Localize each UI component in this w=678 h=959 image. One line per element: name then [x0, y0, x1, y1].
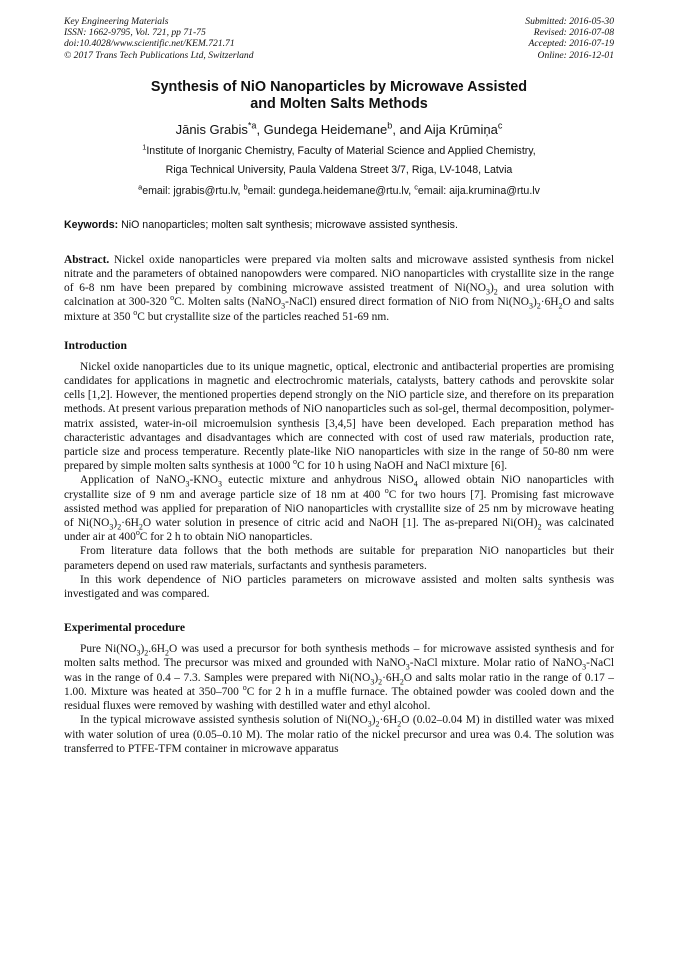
paragraph-text: Pure Ni(NO — [80, 643, 137, 656]
subscript: 3 — [109, 522, 114, 532]
author-emails — [64, 184, 614, 198]
abstract-label: Abstract. — [64, 253, 110, 266]
subscript: 2 — [378, 676, 383, 686]
paragraph-text: Nickel oxide nanoparticles due to its unique magnetic, optical, electronic and antibacterial properties are promising candidates for applications in magnetic and electrochromic materials, catalysts, battery cathods and perovskite solar cells [1,2]. However, the mentioned properties depend strongly on the NiO particle size, and therefore on its preparation methods. At present various preparation methods of NiO nanoparticles such as sol-gel, thermal decomposition, polymer-matrix assisted, water-in-oil microemulsion synthesis [3,4,5] have been developed. Each preparation method has characteristic advantages and disadvantages which are connected with cost of used raw materials, production rate, particle size and process temperature. Recently plate-like NiO nanoparticles with size in the range of 50-80 nm were prepared by simple molten salts synthesis at 1000 — [64, 360, 614, 473]
subscript: 2 — [493, 287, 498, 297]
subscript: 2 — [558, 301, 563, 311]
paragraph-text: -NaCl mixture. Molar ratio of NaNO — [409, 657, 583, 670]
experimental-paragraph-1 — [64, 642, 614, 713]
publication-dates — [525, 16, 614, 61]
subscript: 4 — [413, 479, 418, 489]
subscript: 2 — [399, 676, 404, 686]
paragraph-text: .6H — [148, 643, 166, 656]
abstract-text: -NaCl) ensured direct formation of NiO from Ni(NO — [285, 296, 530, 309]
author-3: , and Aija Krūmiņa — [392, 121, 498, 137]
email-b[interactable]: email: gundega.heidemane@rtu.lv, — [247, 184, 415, 197]
title-line-2: and Molten Salts Methods — [250, 95, 428, 112]
subscript: 3 — [582, 662, 587, 672]
subscript: 2 — [397, 719, 402, 729]
degree-mark: o — [135, 528, 140, 538]
paragraph-text: eutectic mixture and anhydrous NiSO — [221, 474, 414, 487]
intro-paragraph-4: In this work dependence of NiO particles parameters on microwave assisted and molten salts synthesis was investigated and was compared. — [64, 573, 614, 601]
subscript: 2 — [375, 719, 380, 729]
paragraph-text: C for 10 h using NaOH and NaCl mixture [6]. — [297, 460, 508, 473]
paragraph-text: ·6H — [382, 671, 400, 684]
paragraph-text: Application of NaNO — [80, 474, 186, 487]
paragraph-text: ) — [371, 714, 376, 727]
paragraph-text: O (0.02–0.04 M) in distilled water was mixed with water solution of urea (0.05–0.10 M). The molar ratio of the nickel precursor and urea was 0.4. The solution was transferred to PTFE-TFM container in microwave apparatus — [64, 714, 615, 755]
affiliation-line-2: Riga Technical University, Paula Valdena Street 3/7, Riga, LV-1048, Latvia — [165, 163, 513, 176]
subscript: 3 — [370, 676, 375, 686]
affiliation-text-1: Institute of Inorganic Chemistry, Faculty of Material Science and Applied Chemistry, — [146, 144, 536, 157]
abstract-text: ) — [489, 282, 494, 295]
keywords-text: NiO nanoparticles; molten salt synthesis; microwave assisted synthesis. — [118, 218, 458, 231]
experimental-heading: Experimental procedure — [64, 621, 185, 635]
affiliation-line-1 — [64, 142, 614, 161]
abstract-text: Nickel oxide nanoparticles were prepared via molten salts and microwave assisted synthesis from nickel nitrate and the parameters of obtained nanopowders were compared. NiO nanoparticles with crystallite size in the range of 6-8 nm have been prepared by combining microwave assisted treatment of Ni(NO — [64, 253, 614, 295]
author-1-marker: *a — [247, 120, 257, 131]
subscript: 3 — [486, 287, 490, 297]
keywords-label: Keywords: — [64, 218, 119, 231]
paragraph-text: In the typical microwave assisted synthesis solution of Ni(NO — [80, 714, 368, 727]
journal-info — [64, 16, 254, 61]
subscript: 3 — [281, 301, 286, 311]
paragraph-text: ·6H — [379, 714, 398, 727]
affiliation-marker: 1 — [142, 142, 147, 152]
abstract-text: C. Molten salts (NaNO — [174, 296, 282, 309]
subscript: 3 — [136, 648, 141, 658]
subscript: 2 — [117, 522, 122, 532]
degree-mark: o — [384, 485, 389, 495]
journal-doi[interactable]: doi:10.4028/www.scientific.net/KEM.721.71 — [64, 38, 235, 50]
subscript: 3 — [405, 662, 410, 672]
paragraph-text: was calcinated under air at 400 — [64, 517, 615, 544]
subscript: 3 — [217, 479, 222, 489]
abstract-text: and urea solution with calcination at 300-320 — [64, 282, 614, 309]
experimental-paragraph-2 — [64, 713, 614, 756]
affiliation — [64, 142, 614, 180]
paragraph-text: O was used a precursor for both synthesis methods – for microwave assisted synthesis and for molten salts method. The precursor was mixed and grounded with NaNO — [64, 643, 614, 670]
journal-copyright: © 2017 Trans Tech Publications Ltd, Switzerland — [64, 49, 254, 61]
date-accepted: Accepted: 2016-07-19 — [528, 38, 614, 50]
email-a-marker: a — [138, 182, 143, 192]
abstract — [64, 253, 614, 324]
author-2: , Gundega Heidemane — [256, 121, 388, 137]
email-b-marker: b — [243, 182, 248, 192]
author-3-marker: c — [497, 120, 503, 131]
paragraph-text: O water solution in presence of citric acid and NaOH [1]. The as-prepared Ni(OH) — [142, 517, 538, 530]
paper-title — [64, 79, 614, 113]
subscript: 2 — [536, 301, 541, 311]
subscript: 3 — [367, 719, 372, 729]
intro-paragraph-1 — [64, 360, 614, 474]
journal-name: Key Engineering Materials — [64, 16, 169, 27]
degree-mark: o — [242, 683, 247, 693]
author-1: Jānis Grabis — [175, 121, 248, 137]
paragraph-text: allowed obtain NiO nanoparticles with crystallite size of 9 nm and average particle size of 18 nm at 400 — [64, 474, 615, 501]
intro-paragraph-3: From literature data follows that the both methods are suitable for preparation NiO nanoparticles but their parameters depend on used raw materials, surfactants and synthesis parameters. — [64, 545, 614, 572]
subscript: 2 — [165, 648, 170, 658]
journal-issn: ISSN: 1662-9795, Vol. 721, pp 71-75 — [64, 27, 206, 39]
paragraph-text: C for 2 h in a muffle furnace. The obtained powder was cooled down and the residual fluxes were removed by washing with destilled water and ethyl alcohol. — [64, 685, 614, 713]
author-2-marker: b — [387, 120, 393, 131]
subscript: 2 — [138, 522, 143, 532]
email-c-marker: c — [414, 182, 418, 192]
subscript: 3 — [529, 301, 533, 311]
degree-mark: o — [133, 307, 138, 317]
introduction-heading: Introduction — [64, 338, 127, 352]
paragraph-text: -KNO — [189, 474, 218, 487]
subscript: 2 — [537, 522, 542, 532]
paragraph-text: O and salts molar ratio in the range of 0.17 – 1.00. Mixture was heated at 350–700 — [64, 671, 614, 698]
degree-mark: o — [170, 293, 175, 303]
email-c[interactable]: email: aija.krumina@rtu.lv — [417, 184, 540, 197]
degree-mark: o — [293, 457, 298, 467]
paragraph-text: C for two hours [7]. Promising fast microwave assisted method was applied for preparation of NiO nanoparticles with crystallite size of 25 nm by microwave heating of Ni(NO — [64, 488, 614, 530]
abstract-text: C but crystallite size of the particles reached 51-69 nm. — [137, 310, 390, 323]
date-online: Online: 2016-12-01 — [537, 49, 614, 61]
paragraph-text: ) — [113, 517, 118, 530]
intro-paragraph-2 — [64, 473, 614, 544]
keywords — [64, 218, 614, 232]
date-submitted: Submitted: 2016-05-30 — [525, 16, 614, 27]
subscript: 3 — [185, 479, 190, 489]
paragraph-text: ) — [140, 643, 145, 656]
abstract-text: ·6H — [540, 296, 559, 309]
paragraph-text: ·6H — [121, 517, 139, 530]
date-revised: Revised: 2016-07-08 — [533, 27, 614, 39]
journal-header — [64, 16, 614, 61]
paragraph-text: -NaCl was in the range of 0.4 – 7.3. Samples were prepared with Ni(NO — [64, 657, 614, 684]
author-list — [64, 122, 614, 138]
paragraph-text: ) — [374, 671, 379, 684]
paragraph-text: C for 2 h to obtain NiO nanoparticles. — [139, 531, 313, 544]
abstract-text: ) — [533, 296, 537, 309]
abstract-text: O and salts mixture at 350 — [64, 296, 615, 323]
title-line-1: Synthesis of NiO Nanoparticles by Microwave Assisted — [150, 78, 528, 95]
subscript: 2 — [144, 648, 149, 658]
email-a[interactable]: email: jgrabis@rtu.lv, — [142, 184, 244, 197]
